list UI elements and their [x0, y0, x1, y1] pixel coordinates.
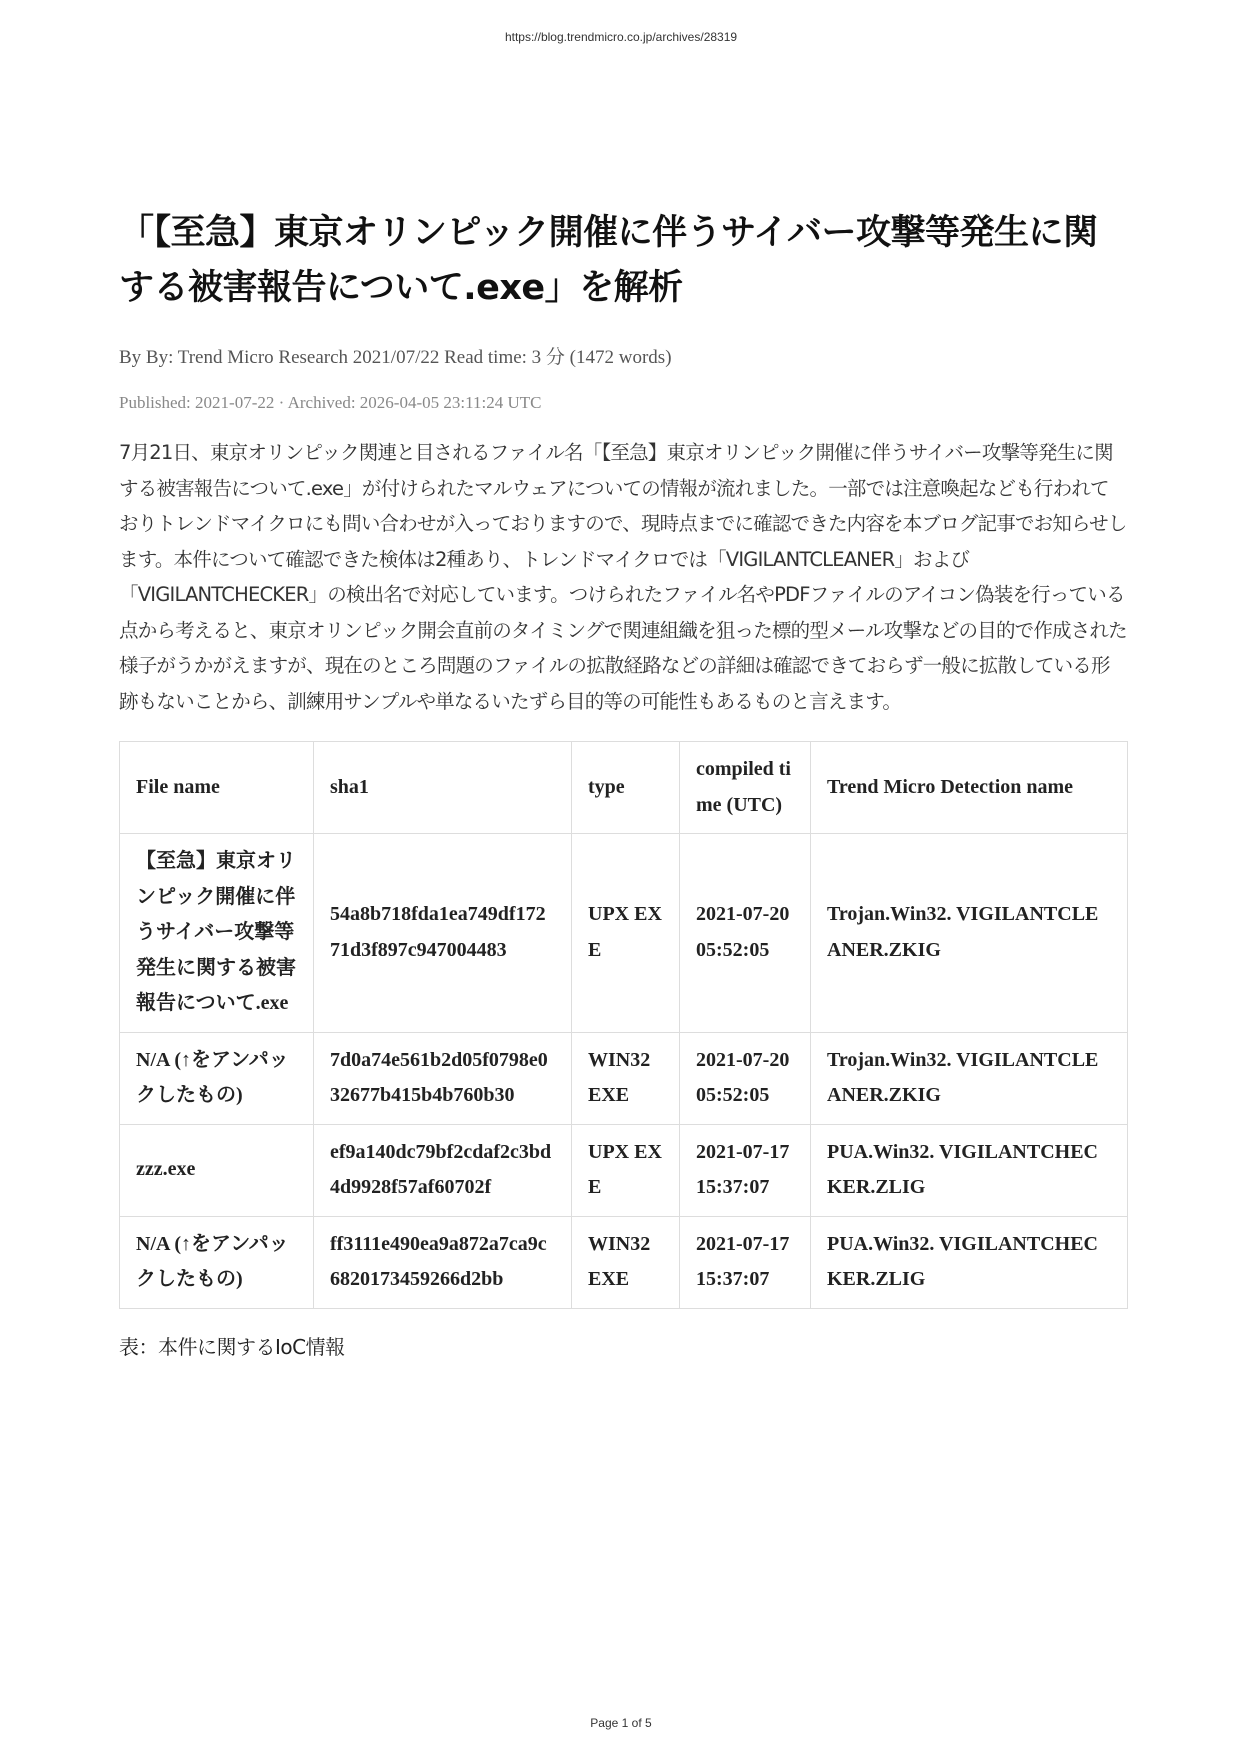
header-sha1: sha1 — [314, 742, 572, 834]
article-body: 7月21日、東京オリンピック関連と目されるファイル名「【至急】東京オリンピック開催に伴うサイバー攻撃等発生に関する被害報告について.exe」が付けられたマルウェアについての情報が流れました。一部では注意喚起なども行われておりトレンドマイクロにも問い合わせが入っておりますので、現時点までに確認できた内容を本ブログ記事でお知らせします。本件について確認できた検体は2種あり、トレンドマイクロでは「VIGILANTCLEANER」および「VIGILANTCHECKER」の検出名で対応しています。つけられたファイル名やPDFファイルのアイコン偽装を行っている点から考えると、東京オリンピック開会直前のタイミングで関連組織を狙った標的型メール攻撃などの目的で作成された様子がうかがえますが、現在のところ問題のファイルの拡散経路などの詳細は確認できておらず一般に拡散している形跡もないことから、訓練用サンプルや単なるいたずら目的等の可能性もあるものと言えます。 — [119, 441, 1127, 713]
table-row — [120, 1216, 1128, 1308]
cell-compiled-time: 2021-07-20 05:52:05 — [680, 1032, 811, 1124]
cell-type: WIN32 EXE — [572, 1216, 680, 1308]
table-header-row — [120, 742, 1128, 834]
article-byline: By By: Trend Micro Research 2021/07/22 Read time: 3 分 (1472 words) — [119, 347, 672, 368]
cell-detection-name: PUA.Win32. VIGILANTCHECKER.ZLIG — [811, 1216, 1128, 1308]
cell-compiled-time: 2021-07-17 15:37:07 — [680, 1216, 811, 1308]
table-caption: 表：本件に関するIoC情報 — [119, 1334, 345, 1359]
article — [119, 206, 1127, 1360]
cell-type: UPX EXE — [572, 1124, 680, 1216]
cell-sha1: 7d0a74e561b2d05f0798e032677b415b4b760b30 — [314, 1032, 572, 1124]
cell-file-name: N/A (↑をアンパックしたもの) — [120, 1032, 314, 1124]
cell-detection-name: Trojan.Win32. VIGILANTCLEANER.ZKIG — [811, 834, 1128, 1033]
ioc-table — [119, 741, 1128, 1309]
header-detection-name: Trend Micro Detection name — [811, 742, 1128, 834]
cell-sha1: 54a8b718fda1ea749df17271d3f897c947004483 — [314, 834, 572, 1033]
cell-type: UPX EXE — [572, 834, 680, 1033]
article-title: 「【至急】東京オリンピック開催に伴うサイバー攻撃等発生に関する被害報告について.exe」を解析 — [119, 213, 1098, 308]
cell-detection-name: Trojan.Win32. VIGILANTCLEANER.ZKIG — [811, 1032, 1128, 1124]
header-type: type — [572, 742, 680, 834]
page-number: Page 1 of 5 — [590, 1716, 652, 1730]
table-row — [120, 1032, 1128, 1124]
page-url: https://blog.trendmicro.co.jp/archives/28319 — [504, 30, 738, 44]
cell-file-name: 【至急】東京オリンピック開催に伴うサイバー攻撃等発生に関する被害報告について.exe — [120, 834, 314, 1033]
cell-file-name: zzz.exe — [120, 1124, 314, 1216]
table-row — [120, 1124, 1128, 1216]
cell-sha1: ef9a140dc79bf2cdaf2c3bd4d9928f57af60702f — [314, 1124, 572, 1216]
cell-compiled-time: 2021-07-17 15:37:07 — [680, 1124, 811, 1216]
header-compiled-time: compiled time (UTC) — [680, 742, 811, 834]
header-file-name: File name — [120, 742, 314, 834]
cell-detection-name: PUA.Win32. VIGILANTCHECKER.ZLIG — [811, 1124, 1128, 1216]
cell-type: WIN32 EXE — [572, 1032, 680, 1124]
cell-sha1: ff3111e490ea9a872a7ca9c6820173459266d2bb — [314, 1216, 572, 1308]
cell-compiled-time: 2021-07-20 05:52:05 — [680, 834, 811, 1033]
article-published: Published: 2021-07-22 · Archived: 2026-04-05 23:11:24 UTC — [119, 393, 542, 412]
table-row — [120, 834, 1128, 1033]
cell-file-name: N/A (↑をアンパックしたもの) — [120, 1216, 314, 1308]
